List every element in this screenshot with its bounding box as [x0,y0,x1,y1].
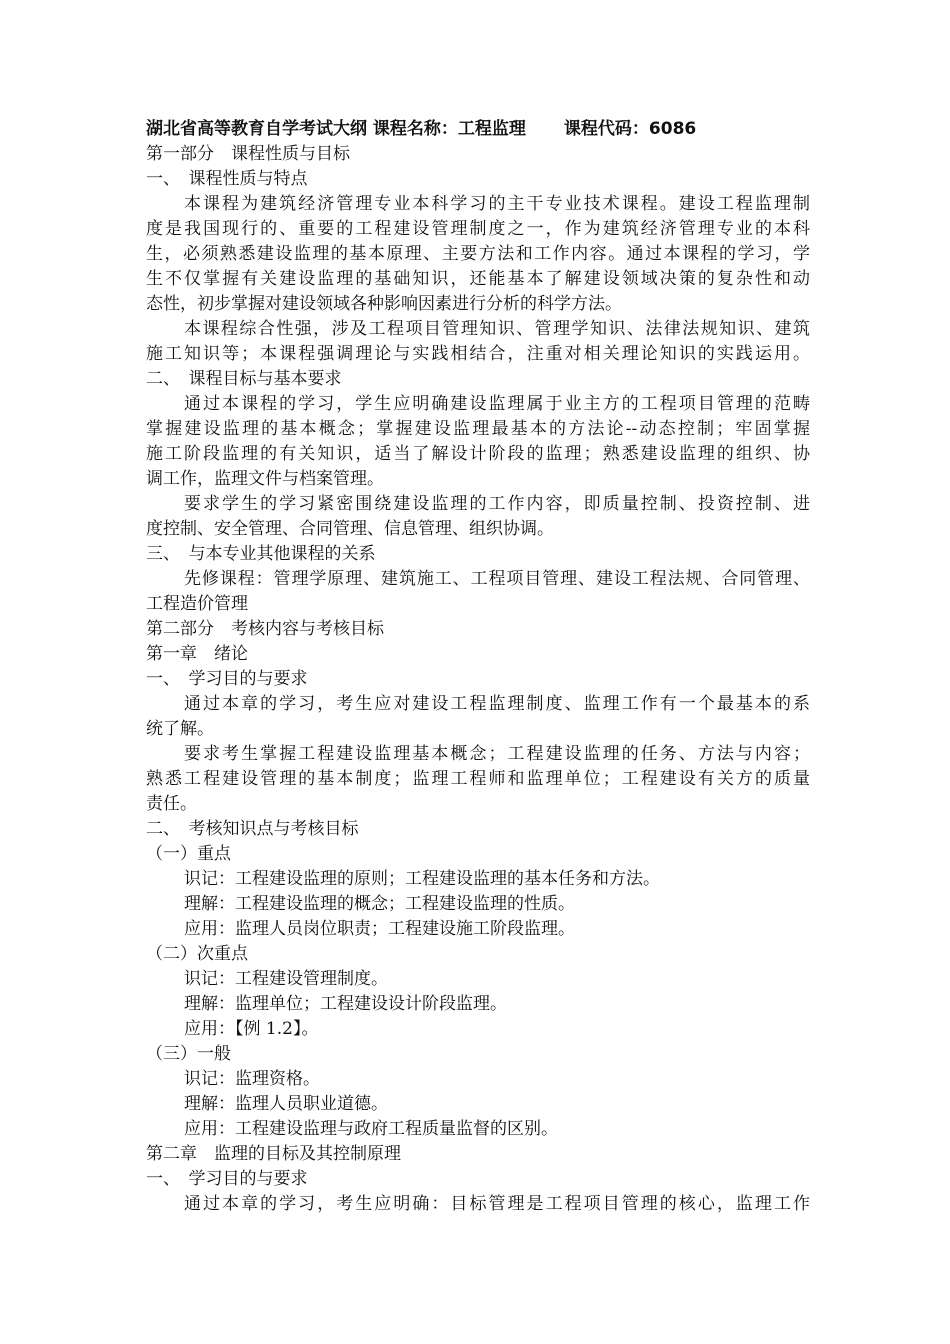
course-title: 湖北省高等教育自学考试大纲 课程名称：工程监理 [146,119,526,139]
paragraph-line: 熟悉工程建设管理的基本制度；监理工程师和监理单位；工程建设有关方的质量 [146,769,810,789]
course-code: 课程代码：6086 [563,119,697,139]
subsection-heading: （三）一般 [146,1044,231,1064]
paragraph-line: 通过本章的学习，考生应明确：目标管理是工程项目管理的核心，监理工作 [184,1194,810,1214]
paragraph-line: 通过本章的学习，考生应对建设工程监理制度、监理工作有一个最基本的系 [184,694,810,714]
part-heading: 第二部分 考核内容与考核目标 [146,619,384,639]
paragraph-line: 度是我国现行的、重要的工程建设管理制度之一，作为建筑经济管理专业的本科 [146,219,810,239]
paragraph-line: 本课程综合性强，涉及工程项目管理知识、管理学知识、法律法规知识、建筑 [184,319,810,339]
paragraph-line: 施工知识等；本课程强调理论与实践相结合，注重对相关理论知识的实践运用。 [146,344,810,364]
list-item: 识记：监理资格。 [184,1069,320,1089]
paragraph-line: 本课程为建筑经济管理专业本科学习的主干专业技术课程。建设工程监理制 [184,194,810,214]
paragraph-line: 掌握建设监理的基本概念；掌握建设监理最基本的方法论--动态控制；牢固掌握 [146,419,810,439]
section-heading: 二、 考核知识点与考核目标 [146,819,359,839]
paragraph-line: 生，必须熟悉建设监理的基本原理、主要方法和工作内容。通过本课程的学习，学 [146,244,810,264]
subsection-heading: （二）次重点 [146,944,248,964]
section-heading: 二、 课程目标与基本要求 [146,369,342,389]
section-heading: 一、 学习目的与要求 [146,1169,308,1189]
list-item: 理解：工程建设监理的概念；工程建设监理的性质。 [184,894,575,914]
list-item: 应用：工程建设监理与政府工程质量监督的区别。 [184,1119,558,1139]
list-item: 识记：工程建设监理的原则；工程建设监理的基本任务和方法。 [184,869,660,889]
paragraph-line: 要求学生的学习紧密围绕建设监理的工作内容，即质量控制、投资控制、进 [184,494,810,514]
paragraph-line: 度控制、安全管理、合同管理、信息管理、组织协调。 [146,519,554,539]
paragraph-line: 调工作，监理文件与档案管理。 [146,469,384,489]
section-heading: 一、 课程性质与特点 [146,169,308,189]
paragraph-line: 先修课程：管理学原理、建筑施工、工程项目管理、建设工程法规、合同管理、 [184,569,810,589]
list-item: 理解：监理单位；工程建设设计阶段监理。 [184,994,507,1014]
paragraph-line: 施工阶段监理的有关知识，适当了解设计阶段的监理；熟悉建设监理的组织、协 [146,444,810,464]
chapter-heading: 第一章 绪论 [146,644,248,664]
paragraph-line: 工程造价管理 [146,594,248,614]
section-heading: 三、 与本专业其他课程的关系 [146,544,376,564]
paragraph-line: 态性，初步掌握对建设领域各种影响因素进行分析的科学方法。 [146,294,622,314]
paragraph-line: 生不仅掌握有关建设监理的基础知识，还能基本了解建设领域决策的复杂性和动 [146,269,810,289]
list-item: 应用：【例 1.2】。 [184,1019,319,1039]
subsection-heading: （一）重点 [146,844,231,864]
part-heading: 第一部分 课程性质与目标 [146,144,350,164]
paragraph-line: 通过本课程的学习，学生应明确建设监理属于业主方的工程项目管理的范畴 [184,394,810,414]
paragraph-line: 统了解。 [146,719,214,739]
list-item: 应用：监理人员岗位职责；工程建设施工阶段监理。 [184,919,575,939]
document-title [146,118,810,142]
paragraph-line: 责任。 [146,794,197,814]
list-item: 理解：监理人员职业道德。 [184,1094,388,1114]
section-heading: 一、 学习目的与要求 [146,669,308,689]
list-item: 识记：工程建设管理制度。 [184,969,388,989]
paragraph-line: 要求考生掌握工程建设监理基本概念；工程建设监理的任务、方法与内容； [184,744,810,764]
chapter-heading: 第二章 监理的目标及其控制原理 [146,1144,401,1164]
